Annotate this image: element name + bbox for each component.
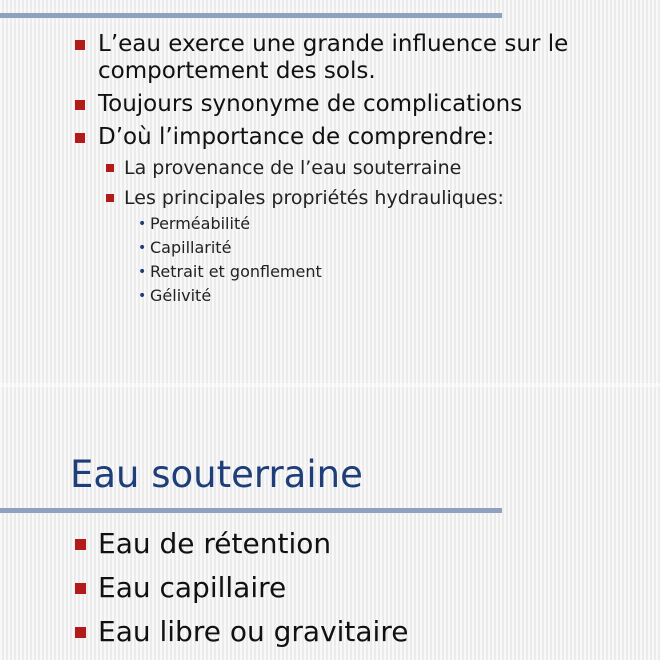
- dot-bullet-icon: •: [138, 264, 147, 280]
- square-bullet-icon: [106, 164, 114, 172]
- sub-list-item-text: Les principales propriétés hydrauliques:: [124, 187, 504, 209]
- dot-bullet-icon: •: [138, 288, 147, 304]
- square-bullet-icon: [75, 100, 85, 110]
- square-bullet-icon: [75, 583, 86, 594]
- sub-sub-list-item-text: Gélivité: [150, 286, 212, 305]
- list-item-text: Eau libre ou gravitaire: [98, 615, 409, 648]
- square-bullet-icon: [75, 627, 86, 638]
- dot-bullet-icon: •: [138, 216, 147, 232]
- list-item-text: Eau de rétention: [98, 527, 332, 560]
- list-item-text: D’où l’importance de comprendre:: [98, 124, 495, 150]
- square-bullet-icon: [106, 194, 114, 202]
- sub-list-item: [98, 185, 660, 307]
- list-item: [75, 571, 408, 605]
- list-item: [75, 31, 660, 85]
- sub-sub-list-item-text: Capillarité: [150, 238, 232, 257]
- sub-bullet-list: [98, 155, 660, 307]
- bullet-list: [75, 527, 408, 659]
- list-item-text: Eau capillaire: [98, 571, 287, 604]
- list-item: [75, 124, 660, 307]
- list-item-text: Toujours synonyme de complications: [98, 91, 523, 117]
- dot-bullet-icon: •: [138, 240, 147, 256]
- sub-sub-list-item: [129, 237, 660, 259]
- slide-title: Eau souterraine: [70, 453, 363, 496]
- square-bullet-icon: [75, 133, 85, 143]
- sub-sub-list-item: [129, 213, 660, 235]
- square-bullet-icon: [75, 539, 86, 550]
- slide-bottom: [0, 385, 660, 660]
- sub-sub-list-item: [129, 285, 660, 307]
- sub-sub-list-item-text: Perméabilité: [150, 214, 251, 233]
- sub-sub-bullet-list: [129, 213, 660, 307]
- square-bullet-icon: [75, 40, 85, 50]
- title-rule: [0, 13, 502, 18]
- sub-sub-list-item: [129, 261, 660, 283]
- list-item: [75, 91, 660, 118]
- title-rule: [0, 508, 502, 513]
- bullet-list: [75, 31, 660, 313]
- sub-list-item: [98, 155, 660, 181]
- list-item: [75, 615, 408, 649]
- list-item-text: L’eau exerce une grande influence sur le comportement des sols.: [98, 31, 569, 84]
- sub-sub-list-item-text: Retrait et gonflement: [150, 262, 322, 281]
- list-item: [75, 527, 408, 561]
- sub-list-item-text: La provenance de l’eau souterraine: [124, 157, 462, 179]
